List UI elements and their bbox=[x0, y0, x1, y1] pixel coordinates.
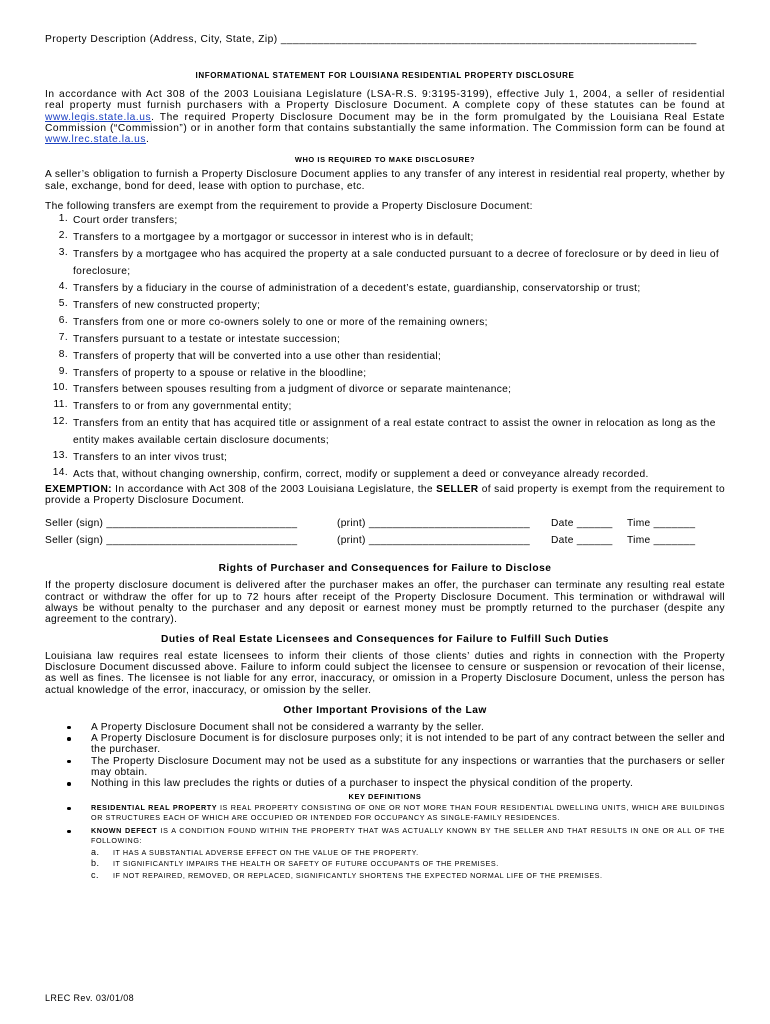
exemption-item bbox=[45, 366, 725, 383]
exemption-number: 7. bbox=[58, 331, 68, 343]
exemption-number: 3. bbox=[58, 247, 68, 259]
exemption-number: 9. bbox=[58, 365, 68, 377]
definition-text: IS REAL PROPERTY CONSISTING OF ONE OR NOT MORE THAN FOUR RESIDENTIAL DWELLING UNITS, WHICH ARE BUILDINGS OR STRUCTURES EACH OF WHICH ARE OCCUPIED OR INTENDED FOR OCCUPANCY AS SINGLE-FAMILY RESIDENCES. bbox=[91, 802, 725, 823]
exemption-text: Transfers to or from any governmental entity; bbox=[73, 401, 292, 413]
intro-text-3: . bbox=[146, 134, 150, 146]
item-letter: c. bbox=[91, 869, 100, 880]
exemption-text: Transfers from one or more co-owners solely to one or more of the remaining owners; bbox=[73, 316, 488, 328]
document-page bbox=[45, 34, 725, 881]
provision-text: The Property Disclosure Document may not be used as a substitute for any inspections or warranties that the purchasers or seller may obtain. bbox=[91, 755, 725, 779]
seller-sign-field[interactable]: Seller (sign) ________________________________ bbox=[45, 518, 298, 530]
exemption-item bbox=[45, 247, 725, 281]
bullet-icon bbox=[45, 826, 91, 847]
definition-known-defect bbox=[45, 826, 725, 847]
intro-text-2: . The required Property Disclosure Document may be in the form promulgated by the Louisiana Real Estate Commission (“Commission”) or in another form that contains substantially the same information. The Commission form can be found at bbox=[45, 111, 725, 134]
exemption-item bbox=[45, 315, 725, 332]
exemption-item bbox=[45, 281, 725, 298]
intro-text-1: In accordance with Act 308 of the 2003 Louisiana Legislature (LSA-R.S. 9:3195-3199), effective July 1, 2004, a seller of residential real property must furnish purchasers with a Property Disclosure Document. A complete copy of these statutes can be found at bbox=[45, 89, 725, 112]
exemption-number: 8. bbox=[58, 348, 68, 360]
duties-paragraph: Louisiana law requires real estate licensees to inform their clients of those clients’ duties and rights in connection with the Property Disclosure Document discussed above. Failure to inform could subject the licensee to censure or suspension or revocation of their license, as well as fines. The licensee is not liable for any error, inaccuracy, or omission in a Property Disclosure Document, unless the person has actual knowledge of the error, inaccuracy, or omission by the seller. bbox=[45, 650, 725, 696]
known-defect-item bbox=[91, 847, 725, 858]
provision-item bbox=[45, 778, 725, 789]
known-defect-items bbox=[91, 847, 725, 881]
who-heading: WHO IS REQUIRED TO MAKE DISCLOSURE? bbox=[294, 155, 476, 165]
exemption-number: 10. bbox=[52, 382, 68, 394]
rights-paragraph: If the property disclosure document is delivered after the purchaser makes an offer, the purchaser can terminate any resulting real estate contract or withdraw the offer for up to 72 hours after receipt of the Property Disclosure Document. This termination or withdrawal will always be without penalty to the purchaser and any deposit or earnest money must be promptly returned to the purchaser (despite any agreement to the contrary). bbox=[45, 580, 725, 626]
provision-item bbox=[45, 756, 725, 779]
key-definitions-heading: KEY DEFINITIONS bbox=[348, 791, 422, 801]
exemption-text-b: of said property is exempt from the requirement to provide a Property Disclosure Document. bbox=[45, 483, 725, 507]
property-description-line: Property Description (Address, City, State, Zip) ____________________________________________________________________ bbox=[45, 34, 697, 45]
item-text: IT HAS A SUBSTANTIAL ADVERSE EFFECT ON THE VALUE OF THE PROPERTY. bbox=[113, 848, 419, 857]
known-defect-item bbox=[91, 870, 725, 881]
provision-text: A Property Disclosure Document shall not be considered a warranty by the seller. bbox=[91, 721, 485, 733]
exemption-number: 1. bbox=[58, 213, 68, 225]
bullet-icon bbox=[45, 803, 91, 824]
exemption-text-a: In accordance with Act 308 of the 2003 Louisiana Legislature, the bbox=[111, 483, 437, 495]
signature-block bbox=[45, 515, 725, 549]
known-defect-item bbox=[91, 858, 725, 869]
exemption-item bbox=[45, 416, 725, 450]
signature-row bbox=[45, 532, 725, 549]
exemption-text: Court order transfers; bbox=[73, 215, 178, 227]
definition-term: RESIDENTIAL REAL PROPERTY bbox=[91, 802, 218, 812]
rights-heading: Rights of Purchaser and Consequences for Failure to Disclose bbox=[218, 563, 552, 575]
bullet-icon bbox=[45, 756, 91, 779]
seller-sign-field[interactable]: Seller (sign) ________________________________ bbox=[45, 535, 298, 547]
date-field[interactable]: Date ______ bbox=[551, 535, 613, 547]
exemption-number: 4. bbox=[58, 281, 68, 292]
item-text: IT SIGNIFICANTLY IMPAIRS THE HEALTH OR SAFETY OF FUTURE OCCUPANTS OF THE PREMISES. bbox=[113, 859, 499, 869]
exemption-item bbox=[45, 450, 725, 467]
duties-heading: Duties of Real Estate Licensees and Consequences for Failure to Fulfill Such Duties bbox=[161, 633, 609, 645]
exemption-text: Transfers to a mortgagee by a mortgagor or successor in interest who is in default; bbox=[73, 232, 474, 244]
exemption-number: 14. bbox=[52, 466, 68, 478]
lrec-link[interactable]: www.lrec.state.la.us bbox=[45, 134, 147, 146]
obligation-paragraph: A seller’s obligation to furnish a Property Disclosure Document applies to any transfer of any interest in residential real property, whether by sale, exchange, bond for deed, lease with option to purchase, etc. bbox=[45, 169, 725, 192]
exemption-item bbox=[45, 298, 725, 315]
other-heading: Other Important Provisions of the Law bbox=[283, 704, 487, 716]
exemption-text: Transfers of new constructed property; bbox=[73, 299, 261, 311]
exemption-number: 11. bbox=[53, 399, 68, 411]
exemption-text: Transfers between spouses resulting from a judgment of divorce or separate maintenance; bbox=[73, 384, 512, 396]
definition-term: KNOWN DEFECT bbox=[91, 825, 158, 835]
exemption-item bbox=[45, 213, 725, 230]
exemption-number: 5. bbox=[58, 297, 68, 309]
item-letter: a. bbox=[91, 847, 100, 857]
provision-item bbox=[45, 722, 725, 733]
document-title: INFORMATIONAL STATEMENT FOR LOUISIANA RESIDENTIAL PROPERTY DISCLOSURE bbox=[195, 71, 575, 80]
exemption-text: Acts that, without changing ownership, confirm, correct, modify or supplement a deed or conveyance already recorded. bbox=[73, 468, 649, 480]
provisions-list bbox=[45, 722, 725, 790]
provision-item bbox=[45, 733, 725, 756]
exemption-item bbox=[45, 467, 725, 484]
exemption-item bbox=[45, 382, 725, 399]
intro-paragraph bbox=[45, 89, 725, 145]
exemption-text: Transfers pursuant to a testate or intestate succession; bbox=[73, 333, 341, 345]
signature-row bbox=[45, 515, 725, 532]
item-letter: b. bbox=[91, 858, 100, 869]
exemption-text: Transfers to an inter vivos trust; bbox=[73, 452, 228, 464]
exemption-text: Transfers of property that will be converted into a use other than residential; bbox=[73, 350, 442, 362]
legis-link[interactable]: www.legis.state.la.us bbox=[45, 111, 152, 123]
exemption-number: 12. bbox=[52, 416, 68, 428]
exemption-item bbox=[45, 230, 725, 247]
exemption-number: 6. bbox=[58, 314, 68, 326]
bullet-icon bbox=[45, 722, 91, 733]
definition-residential bbox=[45, 803, 725, 824]
exemption-item bbox=[45, 332, 725, 349]
provision-text: Nothing in this law precludes the rights or duties of a purchaser to inspect the physical condition of the property. bbox=[91, 778, 634, 790]
revision-footer: LREC Rev. 03/01/08 bbox=[45, 993, 135, 1003]
item-text: IF NOT REPAIRED, REMOVED, OR REPLACED, SIGNIFICANTLY SHORTENS THE EXPECTED NORMAL LIFE OF THE PREMISES. bbox=[113, 870, 603, 880]
bullet-icon bbox=[45, 778, 91, 789]
exempt-intro: The following transfers are exempt from the requirement to provide a Property Disclosure Document: bbox=[45, 201, 533, 213]
exemption-text: Transfers by a mortgagee who has acquired the property at a sale conducted pursuant to a decree of foreclosure or by deed in lieu of foreclosure; bbox=[73, 249, 720, 278]
bullet-icon bbox=[45, 733, 91, 756]
exemption-text: Transfers by a fiduciary in the course of administration of a decedent’s estate, guardianship, conservatorship or trust; bbox=[73, 283, 641, 294]
definition-text: IS A CONDITION FOUND WITHIN THE PROPERTY THAT WAS ACTUALLY KNOWN BY THE SELLER AND THAT RESULTS IN ONE OR ALL OF THE FOLLOWING: bbox=[91, 825, 725, 846]
exemption-paragraph bbox=[45, 484, 725, 507]
seller-print-field[interactable]: (print) ___________________________ bbox=[337, 518, 530, 530]
date-field[interactable]: Date ______ bbox=[551, 518, 613, 530]
exemption-text: Transfers from an entity that has acquired title or assignment of a real estate contract to assist the owner in relocation as long as the entity makes available certain disclosure documents; bbox=[73, 418, 716, 447]
exemption-number: 2. bbox=[58, 230, 68, 242]
exemption-item bbox=[45, 399, 725, 416]
exemption-label: EXEMPTION: bbox=[45, 483, 112, 495]
time-field[interactable]: Time _______ bbox=[627, 518, 696, 530]
exemption-item bbox=[45, 349, 725, 366]
time-field[interactable]: Time _______ bbox=[627, 535, 696, 547]
definitions-list bbox=[45, 803, 725, 847]
exemption-text: Transfers of property to a spouse or relative in the bloodline; bbox=[73, 367, 367, 379]
provision-text: A Property Disclosure Document is for disclosure purposes only; it is not intended to be part of any contract between the seller and the purchaser. bbox=[91, 733, 725, 756]
exemption-list bbox=[45, 213, 725, 484]
exemption-number: 13. bbox=[52, 450, 68, 462]
exemption-seller: SELLER bbox=[436, 483, 479, 495]
seller-print-field[interactable]: (print) ___________________________ bbox=[337, 535, 530, 547]
